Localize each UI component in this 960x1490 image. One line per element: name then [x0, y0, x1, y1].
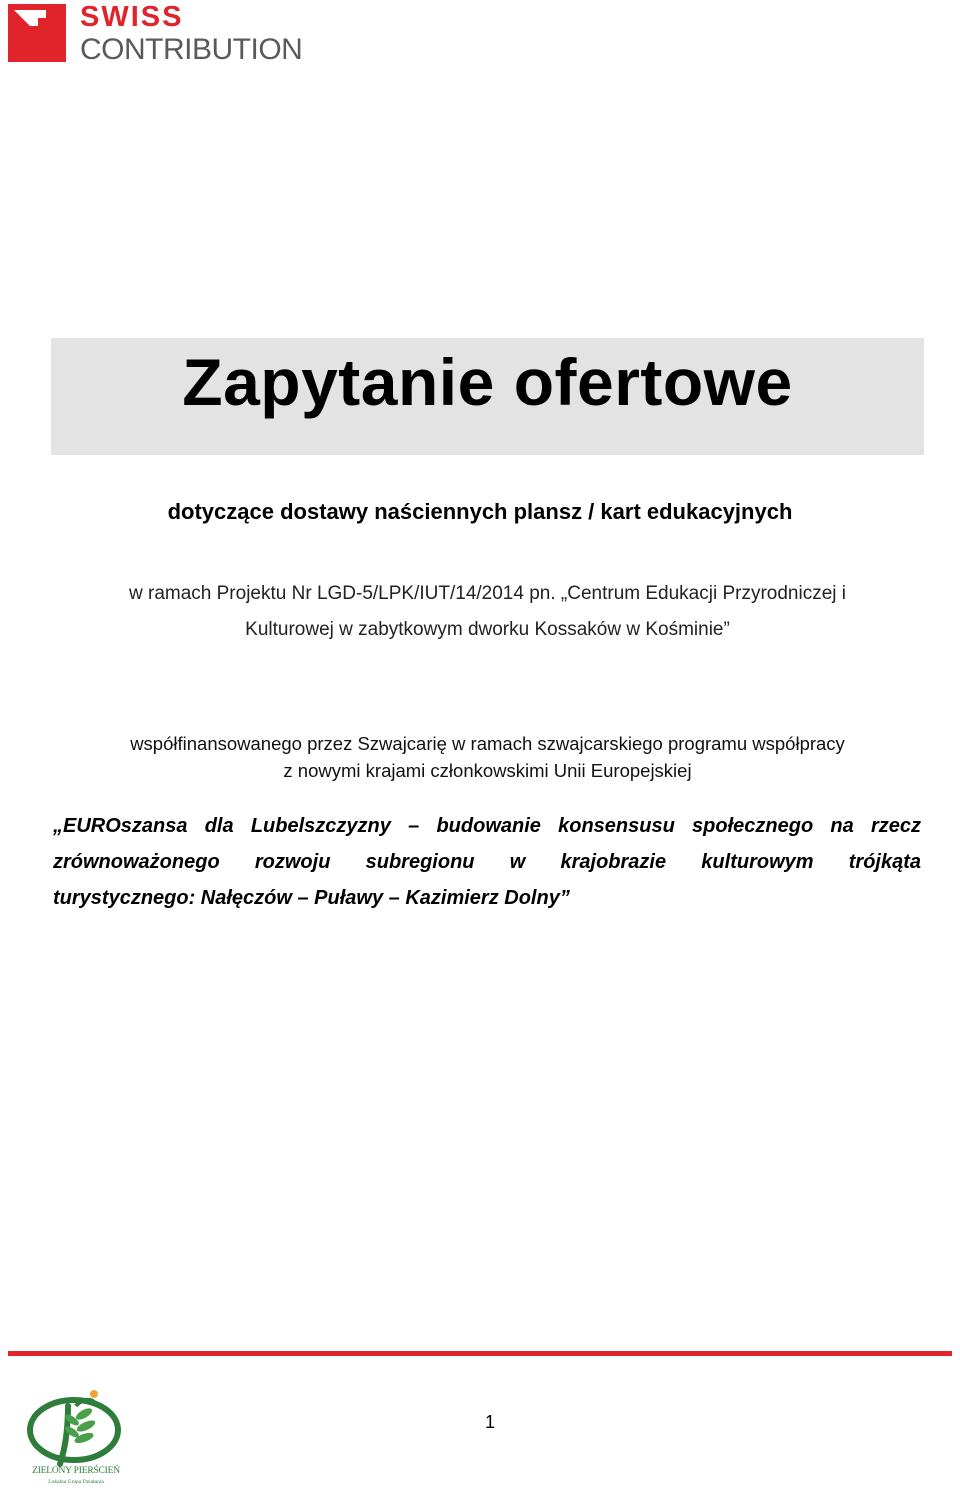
lgd-name: ZIELONY PIERŚCIEŃ [32, 1466, 120, 1476]
swiss-flag-icon [8, 4, 66, 62]
project-line-2: Kulturowej w zabytkowym dworku Kossaków w Kośminie” [245, 619, 730, 640]
cofinancing-line-1: współfinansowanego przez Szwajcarię w ramach szwajcarskiego programu współpracy [130, 733, 845, 754]
project-line-1: w ramach Projektu Nr LGD-5/LPK/IUT/14/2014 pn. „Centrum Edukacji Przyrodniczej i [129, 583, 846, 604]
swiss-contribution-logo [8, 1, 308, 68]
lgd-subtitle: Lokalna Grupa Działania [48, 1479, 104, 1485]
euroszansa-line-3: turystycznego: Nałęczów – Puławy – Kazimierz Dolny” [53, 887, 570, 909]
logo-text-contribution: CONTRIBUTION [80, 33, 303, 66]
euroszansa-line-2: zrównoważonego rozwoju subregionu w krajobrazie kulturowym trójkąta [53, 851, 921, 873]
page-title: Zapytanie ofertowe [182, 345, 793, 419]
page-number: 1 [484, 1412, 495, 1432]
document-subtitle: dotyczące dostawy naściennych plansz / kart edukacyjnych [167, 499, 793, 524]
logo-text-swiss: SWISS [80, 1, 184, 33]
euroszansa-line-1: „EUROszansa dla Lubelszczyzny – budowanie konsensusu społecznego na rzecz [53, 815, 921, 837]
footer-divider [8, 1351, 952, 1356]
cofinancing-line-2: z nowymi krajami członkowskimi Unii Europejskiej [283, 760, 692, 781]
title-band [51, 338, 924, 455]
